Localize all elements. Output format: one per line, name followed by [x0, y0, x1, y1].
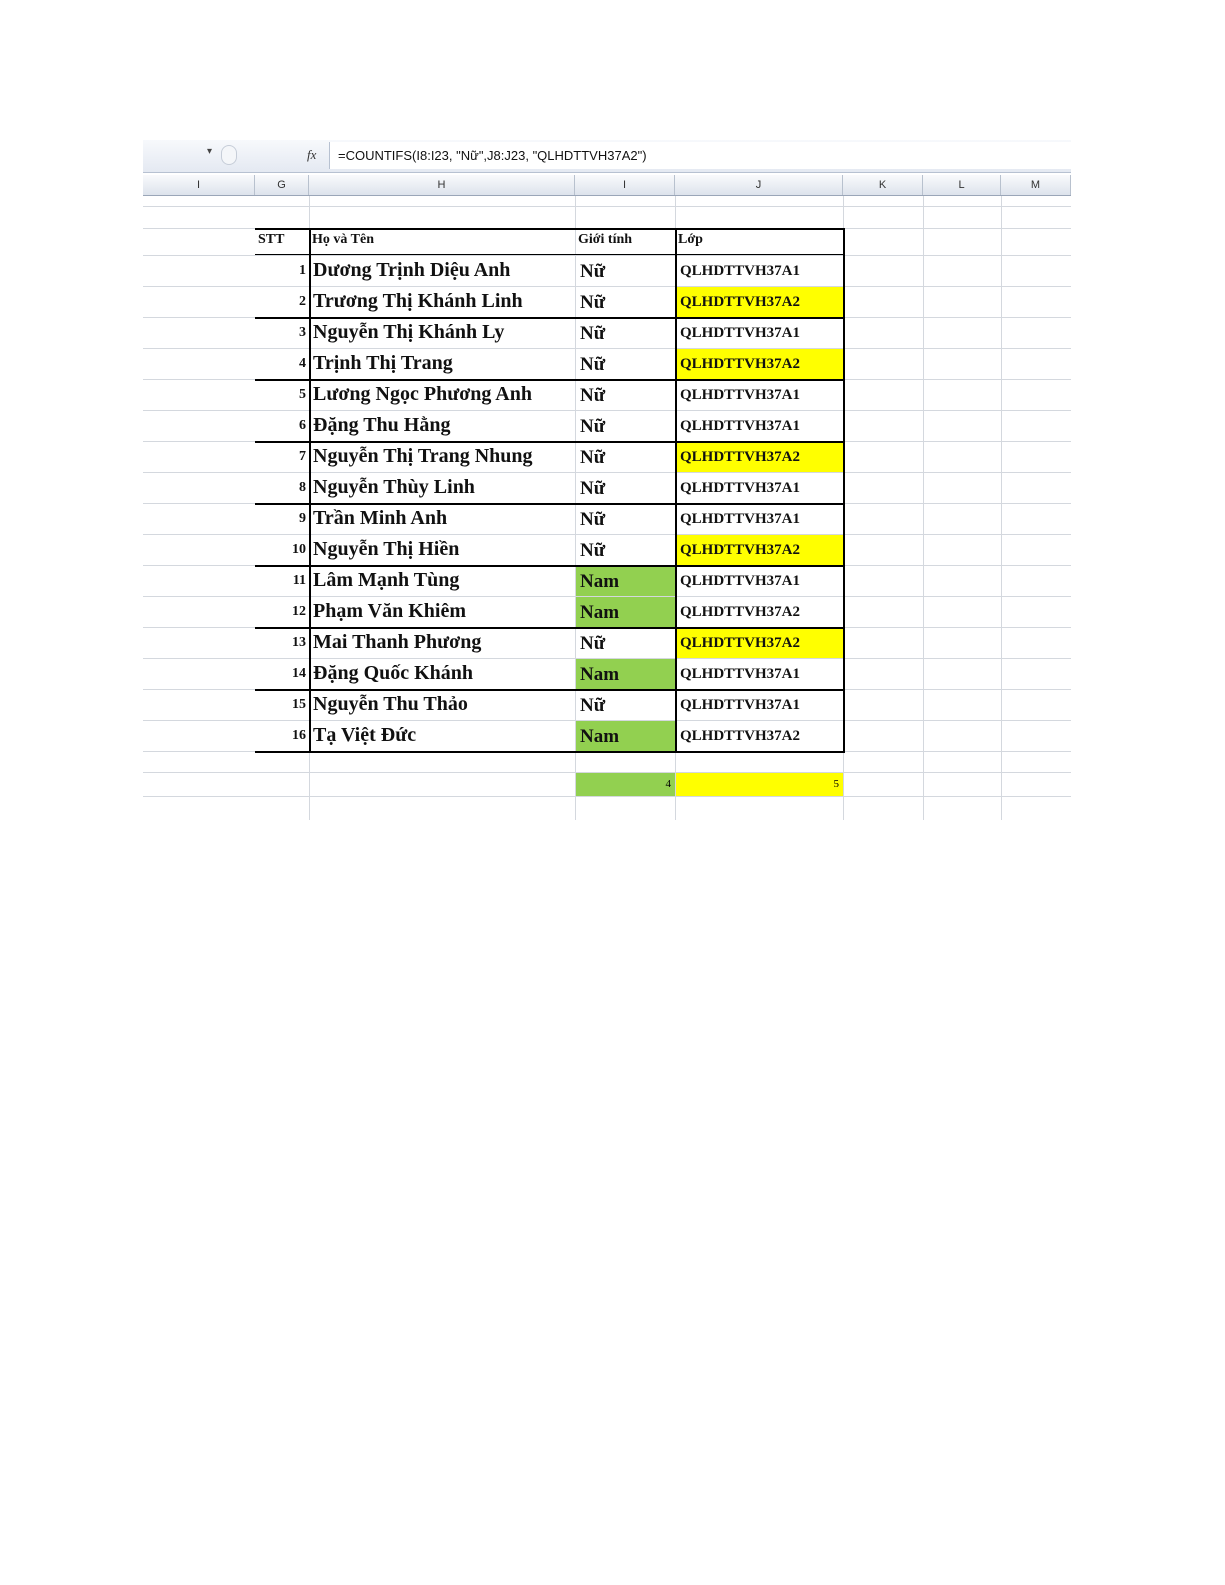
header-stt: STT: [258, 232, 285, 247]
fx-icon[interactable]: fx: [307, 147, 317, 162]
table-row-name[interactable]: Nguyễn Thị Khánh Ly: [313, 321, 505, 343]
table-row-gender[interactable]: Nam: [576, 659, 675, 689]
column-header[interactable]: L: [923, 175, 1001, 195]
table-row-stt[interactable]: 5: [299, 387, 306, 402]
table-row-name[interactable]: Nguyễn Thùy Linh: [313, 476, 475, 498]
table-row-class[interactable]: QLHDTTVH37A2: [680, 728, 801, 744]
spreadsheet: [143, 140, 1071, 820]
table-border: [309, 228, 311, 753]
table-row-name[interactable]: Trịnh Thị Trang: [313, 352, 453, 374]
table-row-stt[interactable]: 14: [292, 666, 306, 681]
table-row-stt[interactable]: 15: [292, 697, 306, 712]
table-row-stt[interactable]: 8: [299, 480, 306, 495]
table-row-class[interactable]: QLHDTTVH37A1: [680, 480, 801, 496]
table-row-gender[interactable]: Nữ: [580, 509, 606, 530]
table-row-name[interactable]: Nguyễn Thu Thảo: [313, 693, 468, 715]
total-gender-count[interactable]: 4: [576, 773, 675, 796]
table-row-stt[interactable]: 11: [292, 573, 306, 588]
table-border: [255, 627, 845, 629]
table-row-name[interactable]: Mai Thanh Phương: [313, 631, 482, 653]
table-border: [255, 441, 845, 443]
total-class-count[interactable]: 5: [676, 773, 843, 796]
table-row-name[interactable]: Tạ Việt Đức: [313, 724, 417, 746]
table-row-stt[interactable]: 6: [299, 418, 306, 433]
table-row-name[interactable]: Lương Ngọc Phương Anh: [313, 383, 532, 405]
table-border: [255, 565, 845, 567]
table-row-gender[interactable]: Nam: [576, 597, 675, 627]
gridline: [923, 196, 924, 820]
column-header[interactable]: H: [309, 175, 575, 195]
table-row-class[interactable]: QLHDTTVH37A1: [680, 666, 801, 682]
table-row-class[interactable]: QLHDTTVH37A1: [680, 511, 801, 527]
table-border: [255, 503, 845, 505]
column-header[interactable]: M: [1001, 175, 1071, 195]
table-row-gender[interactable]: Nam: [576, 721, 675, 751]
table-row-class[interactable]: QLHDTTVH37A2: [676, 349, 843, 379]
table-row-name[interactable]: Phạm Văn Khiêm: [313, 600, 466, 622]
table-row-name[interactable]: Nguyễn Thị Trang Nhung: [313, 445, 533, 467]
table-border: [843, 228, 845, 753]
table-row-gender[interactable]: Nữ: [580, 478, 606, 499]
column-header[interactable]: K: [843, 175, 923, 195]
table-row-name[interactable]: Đặng Quốc Khánh: [313, 662, 474, 684]
table-row-gender[interactable]: Nữ: [580, 633, 606, 654]
table-row-name[interactable]: Lâm Mạnh Tùng: [313, 569, 460, 591]
gridline: [1001, 196, 1002, 820]
table-row-name[interactable]: Trương Thị Khánh Linh: [313, 290, 523, 312]
table-row-class[interactable]: QLHDTTVH37A2: [676, 535, 843, 565]
table-row-name[interactable]: Đặng Thu Hằng: [313, 414, 451, 436]
table-row-class[interactable]: QLHDTTVH37A1: [680, 418, 801, 434]
table-row-stt[interactable]: 2: [299, 294, 306, 309]
column-header-row: [143, 175, 1071, 196]
formula-input[interactable]: =COUNTIFS(I8:I23, "Nữ",J8:J23, "QLHDTTVH37A2"): [329, 142, 1071, 169]
table-row-gender[interactable]: Nữ: [580, 354, 606, 375]
table-row-class[interactable]: QLHDTTVH37A1: [680, 697, 801, 713]
table-row-class[interactable]: QLHDTTVH37A2: [676, 287, 843, 317]
header-gender: Giới tính: [578, 232, 633, 247]
table-border: [255, 254, 845, 255]
table-row-name[interactable]: Trần Minh Anh: [313, 507, 448, 529]
table-row-class[interactable]: QLHDTTVH37A2: [680, 604, 801, 620]
table-border: [255, 228, 845, 230]
table-row-name[interactable]: Dương Trịnh Diệu Anh: [313, 259, 511, 281]
header-name: Họ và Tên: [312, 232, 374, 247]
table-row-stt[interactable]: 12: [292, 604, 306, 619]
gridline: [143, 206, 1071, 207]
table-row-stt[interactable]: 3: [299, 325, 306, 340]
table-row-class[interactable]: QLHDTTVH37A1: [680, 387, 801, 403]
table-row-name[interactable]: Nguyễn Thị Hiền: [313, 538, 460, 560]
column-header[interactable]: I: [575, 175, 675, 195]
table-row-stt[interactable]: 10: [292, 542, 306, 557]
table-row-class[interactable]: QLHDTTVH37A1: [680, 325, 801, 341]
table-row-gender[interactable]: Nam: [576, 566, 675, 596]
table-row-stt[interactable]: 13: [292, 635, 306, 650]
table-row-gender[interactable]: Nữ: [580, 416, 606, 437]
header-class: Lớp: [678, 232, 703, 247]
table-row-class[interactable]: QLHDTTVH37A1: [680, 573, 801, 589]
gridline: [143, 796, 1071, 797]
table-border: [675, 228, 677, 753]
table-row-gender[interactable]: Nữ: [580, 323, 606, 344]
table-row-class[interactable]: QLHDTTVH37A2: [676, 442, 843, 472]
table-row-gender[interactable]: Nữ: [580, 447, 606, 468]
namebox-dropdown-icon[interactable]: ▾: [207, 146, 213, 157]
column-header[interactable]: G: [255, 175, 309, 195]
table-row-gender[interactable]: Nữ: [580, 385, 606, 406]
table-row-gender[interactable]: Nữ: [580, 292, 606, 313]
table-row-stt[interactable]: 1: [299, 263, 306, 278]
table-row-gender[interactable]: Nữ: [580, 261, 606, 282]
table-row-class[interactable]: QLHDTTVH37A2: [676, 628, 843, 658]
table-row-gender[interactable]: Nữ: [580, 695, 606, 716]
table-border: [255, 317, 845, 319]
formula-bar-divider-icon: [221, 145, 237, 165]
table-row-stt[interactable]: 4: [299, 356, 306, 371]
column-header[interactable]: J: [675, 175, 843, 195]
table-row-stt[interactable]: 9: [299, 511, 306, 526]
column-header[interactable]: I: [143, 175, 255, 195]
table-border: [255, 689, 845, 691]
table-border: [255, 751, 845, 753]
formula-bar: [143, 140, 1071, 173]
table-row-stt[interactable]: 16: [292, 728, 306, 743]
table-row-gender[interactable]: Nữ: [580, 540, 606, 561]
table-row-stt[interactable]: 7: [299, 449, 306, 464]
table-row-class[interactable]: QLHDTTVH37A1: [680, 263, 801, 279]
table-border: [255, 379, 845, 381]
